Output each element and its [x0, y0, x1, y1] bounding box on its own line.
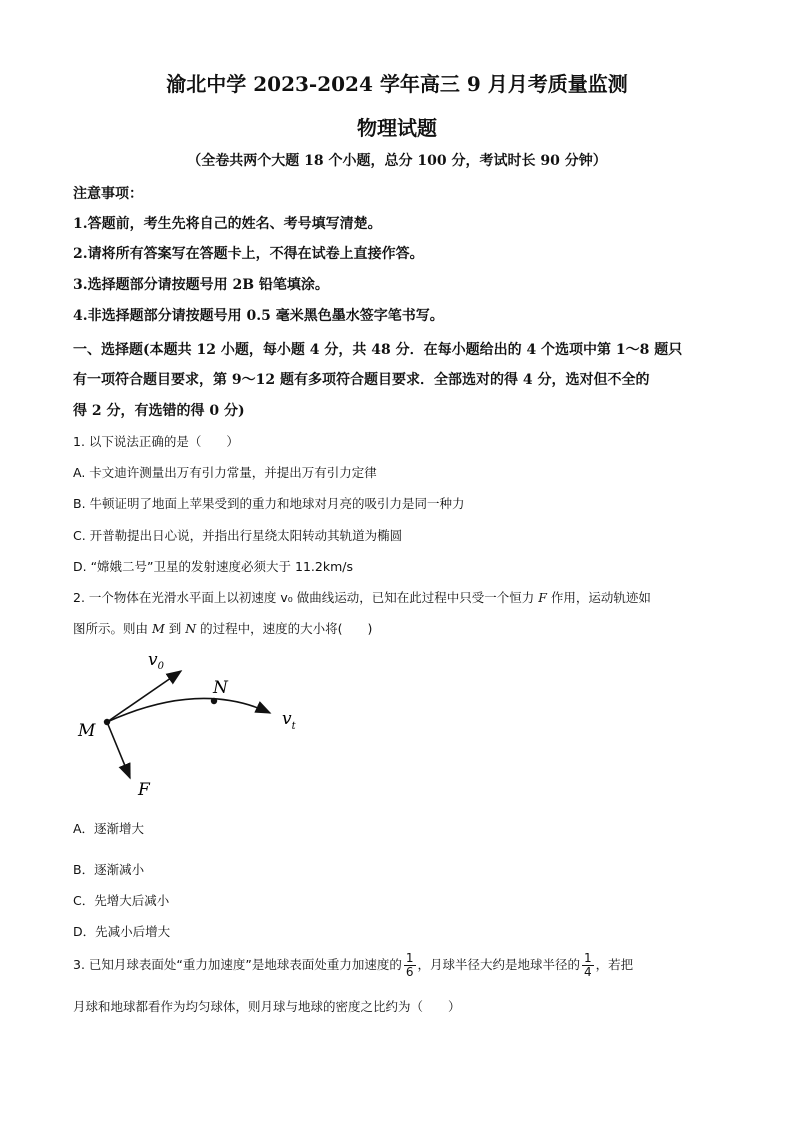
question-2-stem-line1 [73, 588, 733, 606]
stem-text: ，若把 [595, 957, 634, 972]
subject-title: 物理试题 [357, 116, 437, 140]
notice-item: 2.请将所有答案写在答题卡上，不得在试卷上直接作答。 [73, 246, 424, 262]
stem-text: 3. 已知月球表面处“重力加速度”是地球表面处重力加速度的 [73, 957, 402, 972]
question-2-option-c: C．先增大后减小 [73, 893, 170, 908]
section-instructions: 一、选择题(本题共 12 小题，每小题 4 分，共 48 分．在每小题给出的 4 个选项中第 1～8 题只 [73, 342, 683, 358]
point-n-symbol: N [185, 621, 197, 636]
initial-velocity-arrow [107, 671, 181, 722]
exam-note: （全卷共两个大题 18 个小题，总分 100 分，考试时长 90 分钟） [187, 153, 607, 169]
point-n [211, 698, 217, 704]
question-1-option-b: B. 牛顿证明了地面上苹果受到的重力和地球对月亮的吸引力是同一种力 [73, 496, 465, 511]
point-m-symbol: M [151, 621, 165, 636]
f-label: F [138, 780, 150, 800]
question-1-option-d: D. “嫦娥二号”卫星的发射速度必须大于 11.2km/s [73, 559, 353, 574]
section-instructions: 有一项符合题目要求，第 9～12 题有多项符合题目要求．全部选对的得 4 分，选对但不全的 [73, 372, 650, 388]
trajectory-figure [70, 645, 320, 805]
stem-text: 作用，运动轨迹如 [546, 590, 651, 605]
stem-text: ，月球半径大约是地球半径的 [417, 957, 581, 972]
m-label: M [78, 721, 96, 741]
fraction-one-sixth: $\frac{1}{6}$ [405, 951, 414, 979]
notice-item: 1.答题前，考生先将自己的姓名、考号填写清楚。 [73, 216, 382, 232]
v0-label: $v_0$ [148, 650, 164, 672]
vt-label: $v_t$ [282, 709, 296, 732]
notice-item: 4.非选择题部分请按题号用 0.5 毫米黑色墨水签字笔书写。 [73, 308, 444, 324]
trajectory-curve [107, 698, 270, 722]
force-arrow [107, 722, 130, 778]
fraction-one-quarter: $\frac{1}{4}$ [584, 951, 592, 979]
section-instructions: 得 2 分，有选错的得 0 分) [73, 403, 245, 419]
notice-heading: 注意事项： [73, 186, 143, 202]
question-1-option-a: A. 卡文迪许测量出万有引力常量，并提出万有引力定律 [73, 465, 377, 480]
question-2-option-a: A．逐渐增大 [73, 821, 145, 836]
question-2-option-d: D．先减小后增大 [73, 924, 171, 939]
question-2-stem-line2 [73, 619, 733, 637]
n-label: N [213, 678, 228, 698]
question-3-stem-line2: 月球和地球都看作为均匀球体，则月球与地球的密度之比约为（ ） [73, 999, 461, 1014]
force-symbol: F [538, 590, 547, 605]
stem-text: 图所示。则由 [73, 621, 152, 636]
exam-title: 渝北中学 2023-2024 学年高三 9 月月考质量监测 [166, 72, 628, 96]
stem-text: 到 [164, 621, 186, 636]
question-1-stem: 1. 以下说法正确的是（ ） [73, 434, 239, 449]
stem-text: 的过程中，速度的大小将( ) [196, 621, 373, 636]
stem-text: 2. 一个物体在光滑水平面上以初速度 v₀ 做曲线运动，已知在此过程中只受一个恒力 [73, 590, 539, 605]
notice-item: 3.选择题部分请按题号用 2B 铅笔填涂。 [73, 277, 329, 293]
question-3-stem-line1 [73, 952, 733, 979]
point-m [104, 719, 110, 725]
question-2-option-b: B．逐渐减小 [73, 862, 145, 877]
question-1-option-c: C. 开普勒提出日心说，并指出行星绕太阳转动其轨道为椭圆 [73, 528, 403, 543]
